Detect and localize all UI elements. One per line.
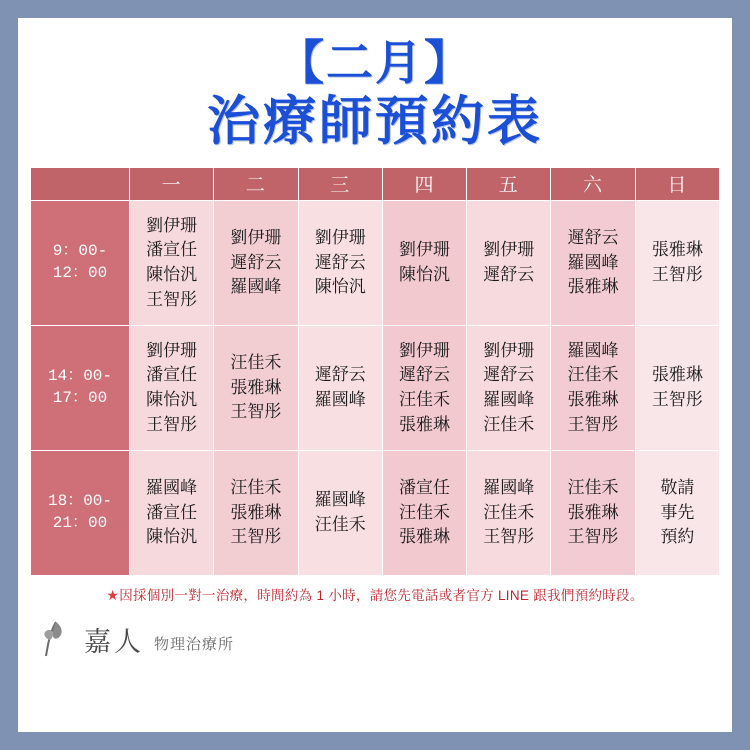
time-label-evening [31,450,130,575]
weekday-header-tue: 二 [214,167,298,200]
schedule-table-wrap [30,167,720,576]
time-label-line2: 21：00 [52,513,108,532]
therapist-name: 陳怡汎 [146,264,198,284]
slot-thu-evening[interactable] [382,450,466,575]
weekday-header-mon: 一 [130,167,214,200]
time-label-line1: 18：00- [47,492,112,511]
page-title-main: 治療師預約表 [207,92,543,152]
slot-sat-evening[interactable] [551,450,635,575]
therapist-name: 汪佳禾 [483,414,535,434]
therapist-name: 張雅琳 [567,277,619,297]
therapist-name: 遲舒云 [483,365,535,385]
therapist-name: 遲舒云 [314,365,366,385]
slot-sat-morning[interactable] [551,200,635,325]
therapist-name: 遲舒云 [398,365,450,385]
slot-thu-afternoon[interactable] [382,325,466,450]
therapist-name: 潘宣任 [146,365,198,385]
time-label-line1: 14：00- [47,367,112,386]
slot-thu-morning[interactable] [382,200,466,325]
therapist-name: 潘宣任 [398,478,450,498]
therapist-name: 王智彤 [567,527,619,547]
schedule-table [30,167,720,576]
footnote [18,584,732,604]
page-title-month: 【二月】 [277,36,473,89]
weekday-header-sun: 日 [635,167,719,200]
therapist-name: 張雅琳 [567,502,619,522]
therapist-name: 陳怡汎 [314,277,366,297]
therapist-name: 汪佳禾 [567,365,619,385]
time-label-afternoon [31,325,130,450]
therapist-name: 羅國峰 [146,478,198,498]
slot-wed-evening[interactable] [298,450,382,575]
weekday-header-fri: 五 [467,167,551,200]
therapist-name: 劉伊珊 [483,340,535,360]
therapist-name: 王智彤 [146,414,198,434]
slot-fri-afternoon[interactable] [467,325,551,450]
therapist-name: 張雅琳 [651,365,703,385]
therapist-name: 陳怡汎 [146,527,198,547]
slot-wed-afternoon[interactable] [298,325,382,450]
therapist-name: 遲舒云 [567,228,619,248]
therapist-name: 汪佳禾 [398,502,450,522]
therapist-name: 羅國峰 [314,490,366,510]
therapist-name: 潘宣任 [146,502,198,522]
therapist-name: 潘宣任 [146,240,198,260]
slot-sun-afternoon[interactable] [635,325,719,450]
therapist-name: 劉伊珊 [398,240,450,260]
therapist-name: 陳怡汎 [146,389,198,409]
therapist-name: 羅國峰 [483,389,535,409]
therapist-name: 張雅琳 [398,527,450,547]
slot-tue-evening[interactable] [214,450,298,575]
table-header-row [31,167,720,200]
therapist-name: 王智彤 [230,527,282,547]
leaf-logo-icon [40,614,74,658]
slot-tue-afternoon[interactable] [214,325,298,450]
therapist-name: 劉伊珊 [314,228,366,248]
slot-sun-evening[interactable] [635,450,719,575]
weekday-header-sat: 六 [551,167,635,200]
therapist-name: 羅國峰 [314,389,366,409]
therapist-name: 汪佳禾 [230,353,282,373]
slot-mon-afternoon[interactable] [130,325,214,450]
therapist-name: 羅國峰 [230,277,282,297]
therapist-name: 王智彤 [230,402,282,422]
therapist-name: 劉伊珊 [146,340,198,360]
booking-note-line: 事先 [660,502,695,522]
weekday-header-thu: 四 [382,167,466,200]
booking-note-line: 預約 [660,527,695,547]
therapist-name: 汪佳禾 [314,514,366,534]
time-label-line1: 9：00- [52,242,108,261]
weekday-header-wed: 三 [298,167,382,200]
slot-sat-afternoon[interactable] [551,325,635,450]
therapist-name: 王智彤 [651,389,703,409]
therapist-name: 王智彤 [651,264,703,284]
therapist-name: 汪佳禾 [567,478,619,498]
therapist-name: 劉伊珊 [398,340,450,360]
therapist-name: 汪佳禾 [230,478,282,498]
brand-name: 嘉人 [84,626,144,657]
time-label-line2: 12：00 [52,263,108,282]
slot-fri-evening[interactable] [467,450,551,575]
slot-wed-morning[interactable] [298,200,382,325]
poster-card [18,18,732,732]
therapist-name: 王智彤 [146,289,198,309]
therapist-name: 張雅琳 [230,377,282,397]
therapist-name: 羅國峰 [567,252,619,272]
table-corner-cell [31,167,130,200]
therapist-name: 張雅琳 [398,414,450,434]
slot-mon-evening[interactable] [130,450,214,575]
slot-tue-morning[interactable] [214,200,298,325]
therapist-name: 王智彤 [483,527,535,547]
therapist-name: 羅國峰 [483,478,535,498]
therapist-name: 張雅琳 [651,240,703,260]
therapist-name: 羅國峰 [567,340,619,360]
star-icon: ★ [106,586,120,603]
time-label-line2: 17：00 [52,388,108,407]
brand-footer [18,614,732,658]
table-row [31,200,720,325]
slot-fri-morning[interactable] [467,200,551,325]
slot-mon-morning[interactable] [130,200,214,325]
therapist-name: 遲舒云 [314,252,366,272]
table-row [31,450,720,575]
therapist-name: 汪佳禾 [483,502,535,522]
time-label-morning [31,200,130,325]
therapist-name: 劉伊珊 [146,215,198,235]
therapist-name: 王智彤 [567,414,619,434]
footnote-text: 因採個別一對一治療，時間約為 1 小時，請您先電話或者官方 LINE 跟我們預約時段。 [119,587,644,603]
table-row [31,325,720,450]
therapist-name: 劉伊珊 [230,228,282,248]
brand-subtitle: 物理治療所 [154,636,235,653]
therapist-name: 劉伊珊 [483,240,535,260]
title-block [18,18,732,153]
booking-note-line: 敬請 [660,478,695,498]
therapist-name: 遲舒云 [483,264,535,284]
therapist-name: 遲舒云 [230,252,282,272]
therapist-name: 張雅琳 [230,502,282,522]
therapist-name: 張雅琳 [567,389,619,409]
therapist-name: 汪佳禾 [398,389,450,409]
therapist-name: 陳怡汎 [398,264,450,284]
slot-sun-morning[interactable] [635,200,719,325]
